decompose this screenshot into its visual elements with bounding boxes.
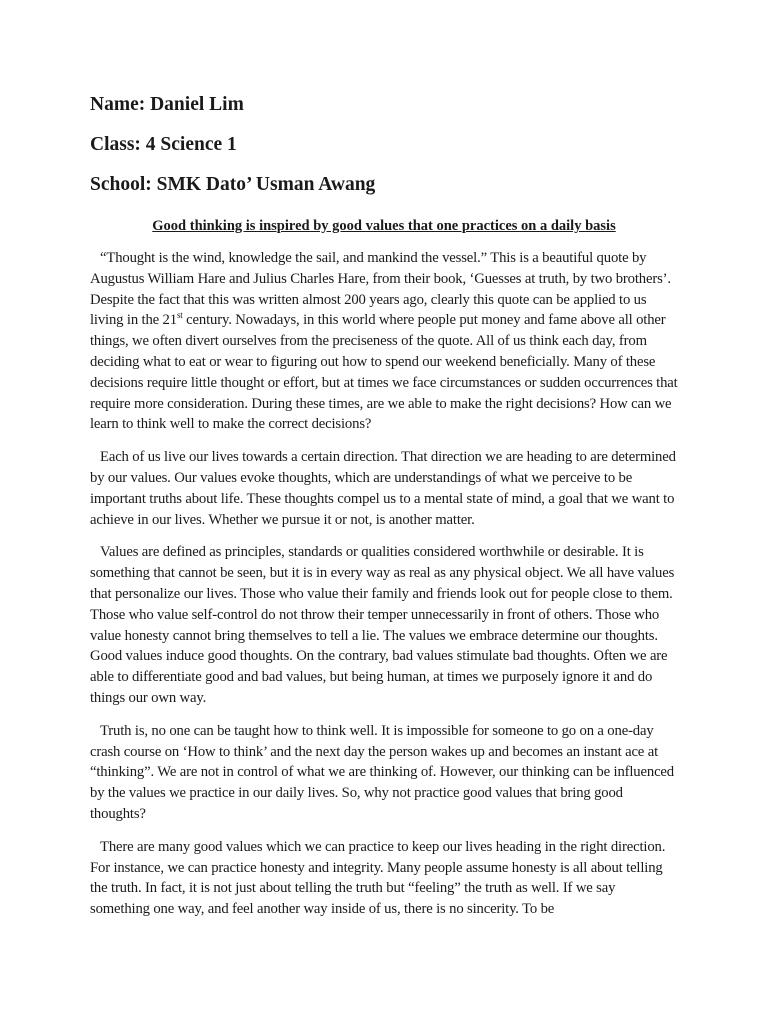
paragraph-1-text-b: century. Nowadays, in this world where people put money and fame above all other things, we often divert ourselves from the preciseness of the quote. All of us think each day, from deciding what to eat or wear to figuring out how to spend our weekend beneficially. Many of these decisions require little thought or effort, but at times we face circumstances or sudden occurrences that require more consideration. During these times, are we able to make the right decisions? How can we learn to think well to make the correct decisions?: [90, 312, 678, 433]
paragraph-5: There are many good values which we can practice to keep our lives heading in the right direction. For instance, we can practice honesty and integrity. Many people assume honesty is all about telling the truth. In fact, it is not just about telling the truth but “feeling” the truth as well. If we say something one way, and feel another way inside of us, there is no sincerity. To be: [90, 838, 666, 918]
student-school: School: SMK Dato’ Usman Awang: [90, 174, 376, 195]
document-page: [90, 92, 678, 932]
ordinal-suffix: st: [176, 310, 183, 321]
student-class: Class: 4 Science 1: [90, 134, 237, 155]
paragraph-3: Values are defined as principles, standards or qualities considered worthwhile or desirable. It is something that cannot be seen, but it is in every way as real as any physical object. We all have values that personalize our lives. Those who value their family and friends look out for people close to them. Those who value self-control do not throw their temper unnecessarily in front of others. Those who value honesty cannot bring themselves to tell a lie. The values we embrace determine our thoughts. Good values induce good thoughts. On the contrary, bad values stimulate bad thoughts. Often we are able to differentiate good and bad values, but being human, at times we purposely ignore it and do things our own way.: [90, 544, 675, 706]
paragraph-1-text-a: “Thought is the wind, knowledge the sail, and mankind the vessel.” This is a beautiful quote by Augustus William Hare and Julius Charles Hare, from their book, ‘Guesses at truth, by two brothers’. Despite the fact that this was written almost 200 years ago, clearly this quote can be applied to us living in the 21: [90, 250, 671, 329]
paragraph-2: Each of us live our lives towards a certain direction. That direction we are heading to are determined by our values. Our values evoke thoughts, which are understandings of what we perceive to be important truths about life. These thoughts compel us to a mental state of mind, a goal that we want to achieve in our lives. Whether we pursue it or not, is another matter.: [90, 449, 676, 528]
student-name: Name: Daniel Lim: [90, 94, 244, 115]
paragraph-4: Truth is, no one can be taught how to think well. It is impossible for someone to go on a one-day crash course on ‘How to think’ and the next day the person wakes up and becomes an instant ace at “thinking”. We are not in control of what we are thinking of. However, our thinking can be influenced by the values we practice in our daily lives. So, why not practice good values that bring good thoughts?: [90, 722, 674, 822]
essay-title: Good thinking is inspired by good values that one practices on a daily basis: [152, 218, 616, 234]
paragraph-1: [90, 248, 678, 435]
